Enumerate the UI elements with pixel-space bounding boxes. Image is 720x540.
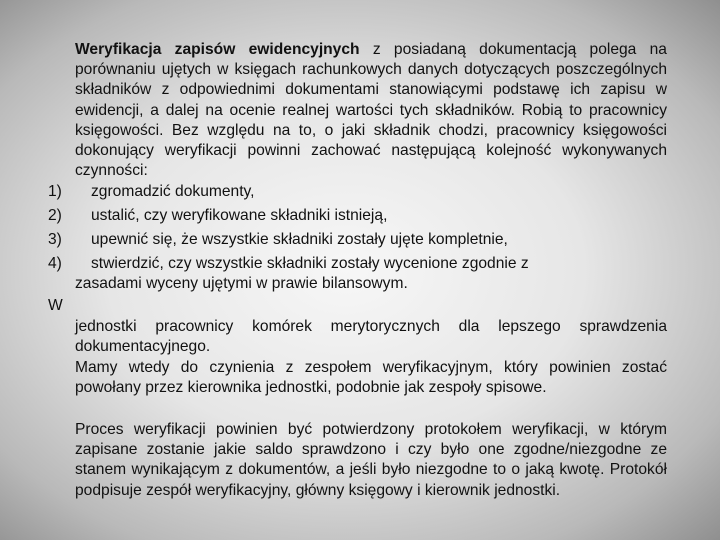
step-number: 2) (48, 207, 62, 224)
step-text-continuation: zasadami wyceny ujętymi w prawie bilansowym. (75, 275, 408, 293)
step-number: 4) (48, 255, 62, 272)
paragraph-3: Proces weryfikacji powinien być potwierdzony protokołem weryfikacji, w którym zapisane zostanie jakie saldo sprawdzono i czy było one zgodne/niezgodne ze stanem wynikającym z dokumentów, a jeśli było niezgodne to o jaką kwotę. Protokół podpisuje zespół weryfikacyjny, główny księgowy i kierownik jednostki. (75, 421, 667, 499)
w-marker: W (48, 297, 63, 314)
step-2 (48, 206, 387, 226)
intro-paragraph (75, 40, 667, 181)
intro-bold: Weryfikacja zapisów ewidencyjnych (75, 41, 360, 58)
step-number: 1) (48, 183, 62, 200)
step-text: ustalić, czy weryfikowane składniki istnieją, (91, 207, 388, 224)
step-number: 3) (48, 231, 62, 248)
step-text: zgromadzić dokumenty, (91, 183, 255, 200)
step-1 (48, 182, 255, 202)
paragraph-1: jednostki pracownicy komórek merytorycznych dla lepszego sprawdzenia dokumentacyjnego. (75, 318, 667, 356)
step-3 (48, 230, 508, 250)
step-4 (48, 254, 668, 294)
step-text: stwierdzić, czy wszystkie składniki zostały wycenione zgodnie z (91, 255, 529, 272)
intro-text: z posiadaną dokumentacją polega na porównaniu ujętych w księgach rachunkowych danych dotyczących poszczególnych składników z odpowiednimi dokumentami stanowiącymi podstawę ich zapisu w ewidencji, a dalej na ocenie realnej wartości tych składników. Robią to pracownicy księgowości. Bez względu na to, o jaki składnik chodzi, pracownicy księgowości dokonujący weryfikacji powinni zachować następującą kolejność wykonywanych czynności: (75, 41, 667, 180)
paragraph-2: Mamy wtedy do czynienia z zespołem weryfikacyjnym, który powinien zostać powołany przez kierownika jednostki, podobnie jak zespoły spisowe. (75, 359, 667, 397)
step-text: upewnić się, że wszystkie składniki zostały ujęte kompletnie, (91, 231, 508, 248)
